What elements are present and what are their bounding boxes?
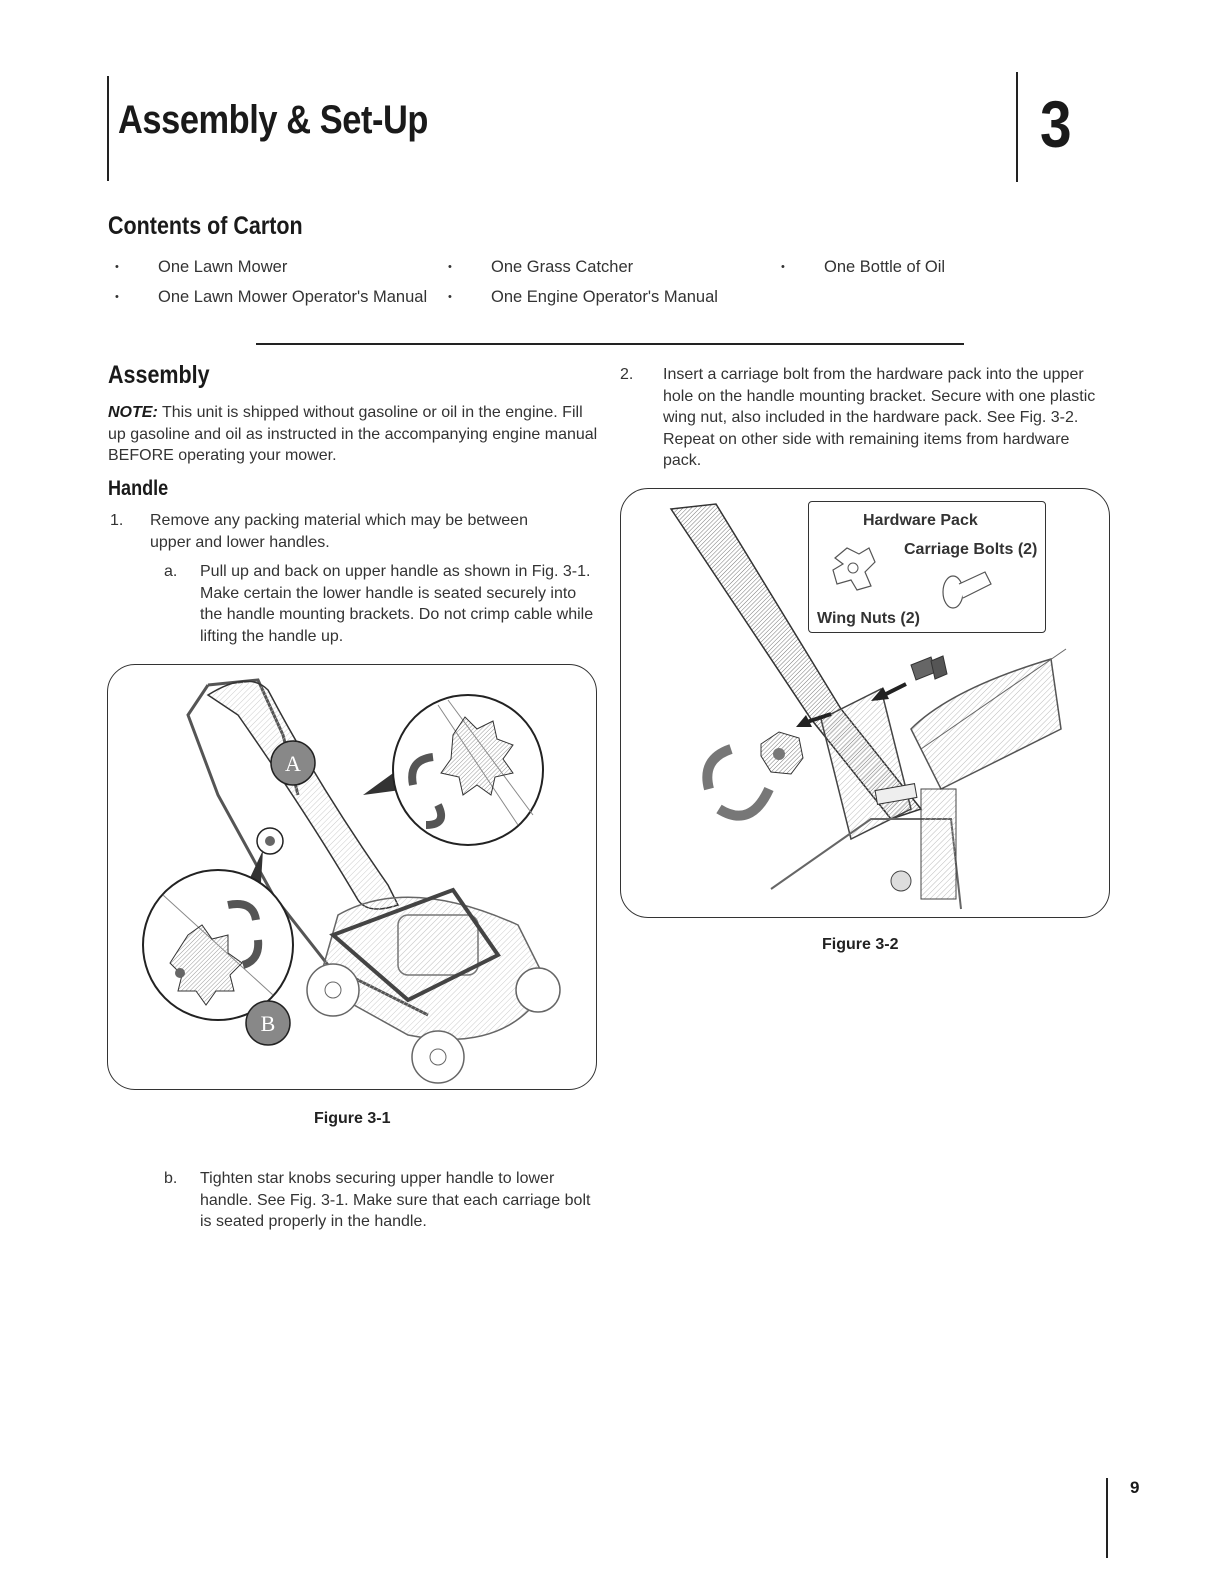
hardware-pack-title: Hardware Pack	[863, 512, 978, 529]
contents-heading: Contents of Carton	[108, 212, 303, 240]
page-number: 9	[1130, 1478, 1140, 1497]
step-number: 2.	[620, 366, 634, 383]
carton-item: • One Bottle of Oil	[776, 258, 990, 276]
step-number: b.	[164, 1170, 178, 1187]
hardware-pack-callout	[808, 501, 1046, 633]
figure-3-1	[107, 664, 597, 1090]
step-text: Insert a carriage bolt from the hardware pack into the upper hole on the handle mounting bracket. Secure with one plastic wing nut, also included in the hardware pack. See Fig. 3-2. Repeat on other side with remaining items from hardware pack.	[663, 366, 1096, 469]
step-number: 1.	[110, 512, 124, 529]
note-label: NOTE:	[108, 404, 158, 421]
carton-item: • One Lawn Mower	[110, 258, 443, 276]
figure-label-a: A	[285, 751, 301, 776]
chapter-divider-bar	[1016, 72, 1018, 182]
step-text: Remove any packing material which may be between upper and lower handles.	[150, 512, 528, 551]
wing-nuts-label: Wing Nuts (2)	[817, 610, 920, 627]
note-text: This unit is shipped without gasoline or oil in the engine. Fill up gasoline and oil as instructed in the accompanying engine manual BEFORE operating your mower.	[108, 404, 598, 464]
figure-3-1-caption: Figure 3-1	[314, 1110, 391, 1127]
wing-nut-icon	[823, 538, 883, 598]
carriage-bolts-label: Carriage Bolts (2)	[904, 541, 1038, 558]
assembly-heading: Assembly	[108, 361, 210, 389]
page-number-bar	[1106, 1478, 1108, 1558]
step-text: Pull up and back on upper handle as shown in Fig. 3-1. Make certain the lower handle is seated securely into the handle mounting brackets. Do not crimp cable while lifting the handle up.	[200, 563, 594, 645]
note-paragraph	[108, 402, 598, 467]
carriage-bolt-icon	[935, 562, 995, 622]
title-left-bar	[107, 76, 109, 181]
page-title: Assembly & Set-Up	[118, 98, 429, 142]
carton-list	[110, 258, 990, 306]
figure-3-2-caption: Figure 3-2	[822, 936, 899, 953]
carton-item: • One Grass Catcher	[443, 258, 776, 276]
handle-heading: Handle	[108, 477, 169, 500]
step-text: Tighten star knobs securing upper handle to lower handle. See Fig. 3-1. Make sure that each carriage bolt is seated properly in the handle.	[200, 1170, 591, 1230]
carton-item: • One Lawn Mower Operator's Manual	[110, 288, 443, 306]
section-divider	[256, 343, 964, 345]
lawn-mower-illustration	[108, 665, 596, 1089]
chapter-number: 3	[1040, 87, 1072, 161]
step-number: a.	[164, 563, 178, 580]
carton-item: • One Engine Operator's Manual	[443, 288, 776, 306]
figure-label-b: B	[260, 1011, 276, 1036]
